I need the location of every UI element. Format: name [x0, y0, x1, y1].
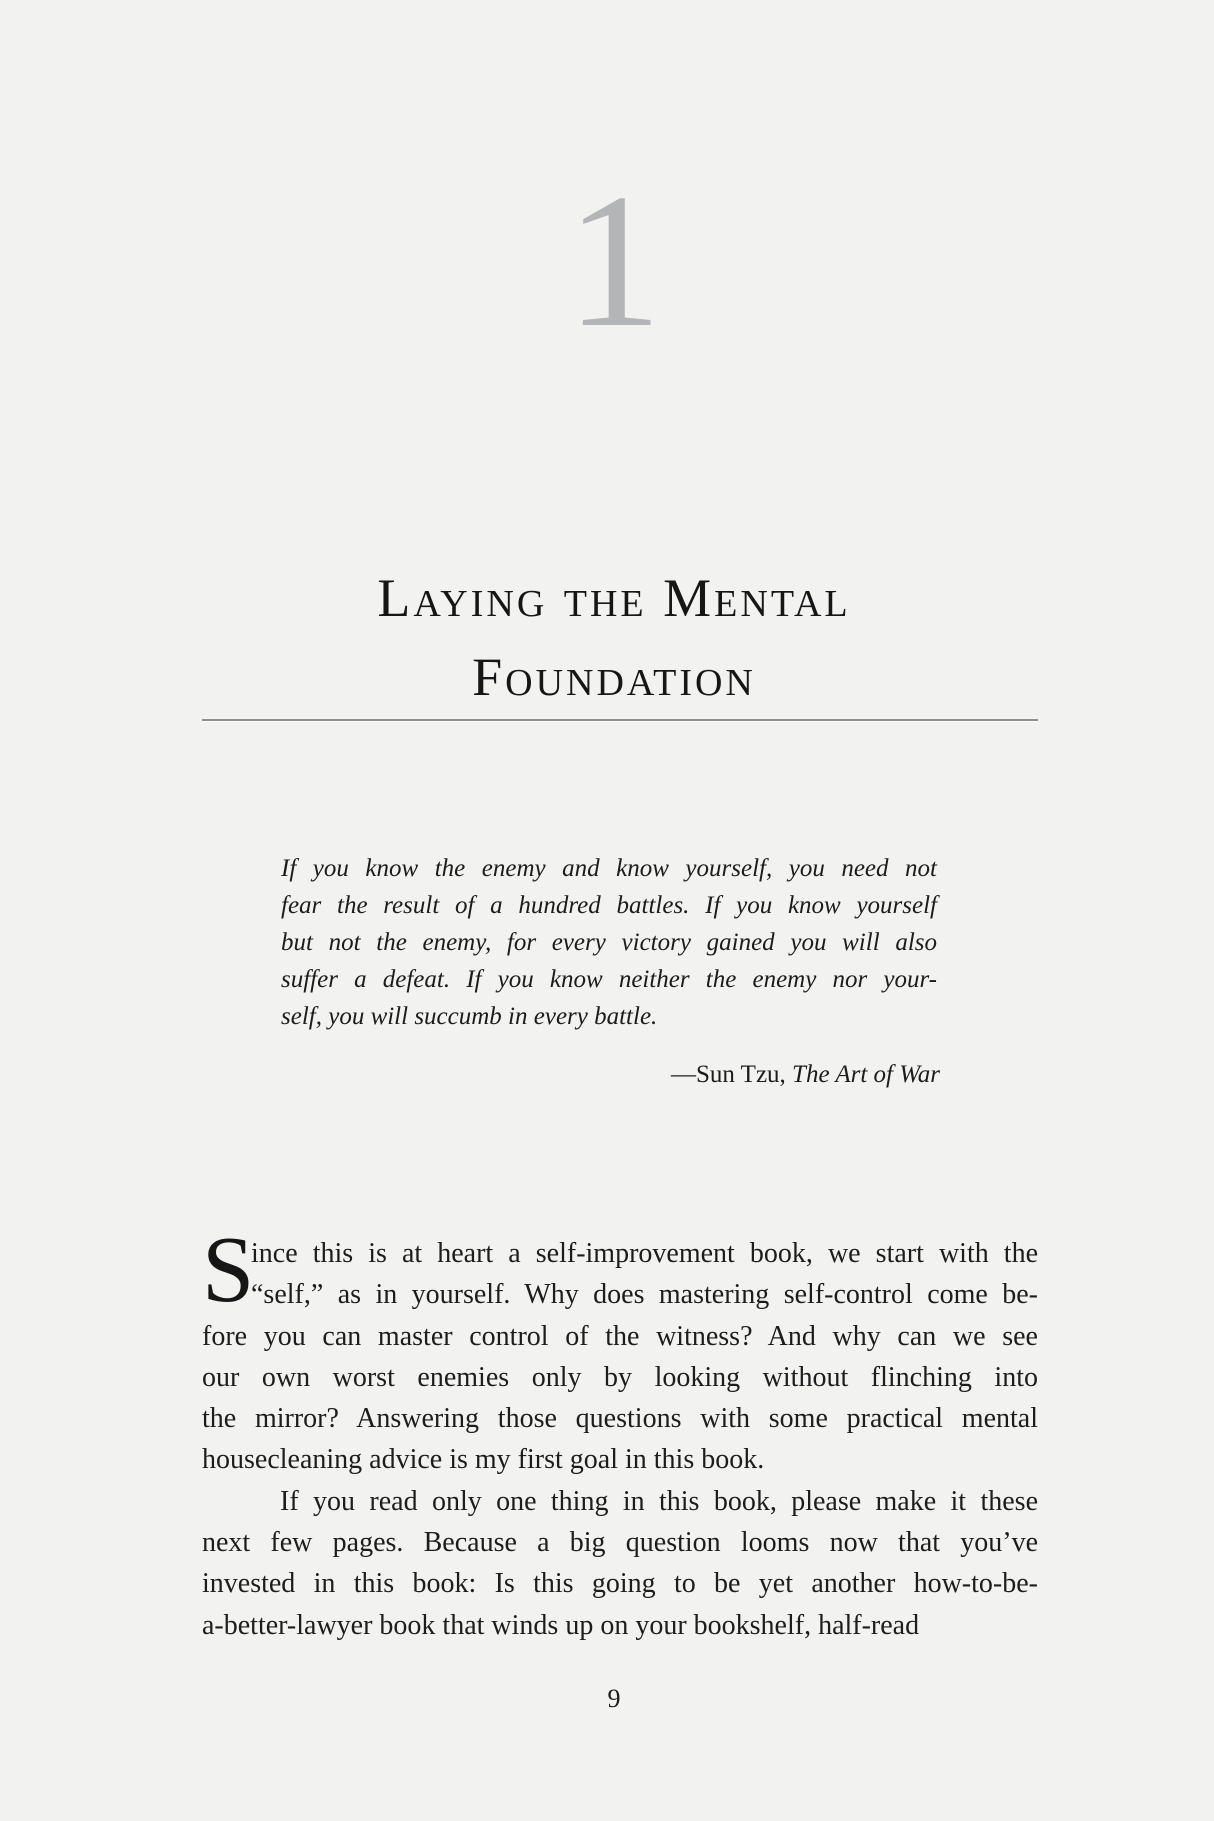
text-line: If you know the enemy and know yourself, you need not [281, 855, 937, 882]
text-line: housecleaning advice is my first goal in this book. [202, 1444, 765, 1476]
page-number: 9 [607, 1684, 621, 1713]
text-line: If you read only one thing in this book, please make it these [280, 1485, 1038, 1517]
attribution-work-title: The Art of War [792, 1061, 940, 1088]
chapter-title-line-1: Laying the Mental [377, 568, 851, 628]
paragraph-2 [202, 1481, 1038, 1646]
text-line: fore you can master control of the witness? And why can we see [202, 1320, 1038, 1352]
paragraph-1 [202, 1218, 1038, 1481]
text-line: next few pages. Because a big question looms now that you’ve [202, 1527, 1038, 1559]
text-line: “self,” as in yourself. Why does mastering self-control come be- [251, 1279, 1038, 1311]
text-line: ince this is at heart a self-improvement book, we start with the [251, 1238, 1038, 1269]
text-line: self, you will succumb in every battle. [281, 1003, 658, 1030]
chapter-title [0, 559, 1214, 717]
epigraph-quote [281, 850, 937, 1035]
chapter-number: 1 [566, 154, 662, 367]
text-line: fear the result of a hundred battles. If you know yourself [281, 892, 937, 919]
body-text [202, 1218, 1038, 1646]
attribution-author: —Sun Tzu, [670, 1061, 793, 1088]
drop-cap: S [202, 1218, 255, 1322]
text-line: suffer a defeat. If you know neither the enemy nor your- [281, 966, 937, 993]
chapter-title-line-2: Foundation [472, 647, 756, 707]
title-divider-rule [202, 719, 1038, 721]
text-line: the mirror? Answering those questions with some practical mental [202, 1403, 1038, 1435]
text-line: a-better-lawyer book that winds up on your bookshelf, half-read [202, 1609, 920, 1641]
text-line: but not the enemy, for every victory gained you will also [281, 929, 937, 956]
text-line: our own worst enemies only by looking without flinching into [202, 1361, 1038, 1393]
text-line: invested in this book: Is this going to be yet another how-to-be- [202, 1568, 1038, 1600]
epigraph-attribution [281, 1056, 940, 1093]
